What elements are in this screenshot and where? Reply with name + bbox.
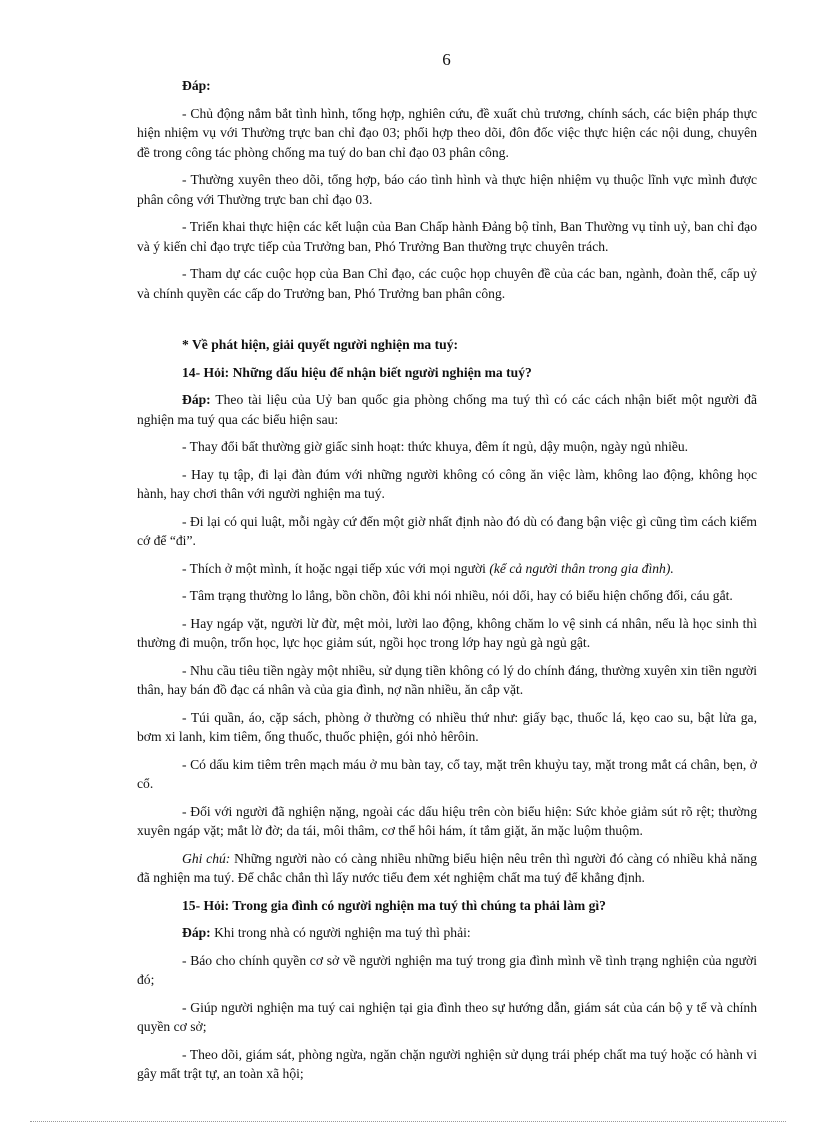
question-15: 15- Hỏi: Trong gia đình có người nghiện ma tuý thì chúng ta phải làm gì? (182, 897, 606, 913)
answer-13-item-1: - Chủ động nắm bắt tình hình, tổng hợp, nghiên cứu, đề xuất chủ trương, chính sách, các biện pháp thực hiện nhiệm vụ với Thường trực ban chỉ đạo 03; phối hợp theo dõi, đôn đốc việc thực hiện các nội dung, chuyên đề trong công tác phòng chống ma tuý do ban chỉ đạo 03 phân công. (137, 105, 757, 160)
page-bottom-divider (30, 1121, 786, 1122)
answer-14-item-6: - Hay ngáp vặt, người lừ đừ, mệt mỏi, lười lao động, không chăm lo vệ sinh cá nhân, nếu là học sinh thì thường đi muộn, trốn học, lực học giảm sút, ngồi học trong lớp hay ngủ gà ngủ gật. (137, 615, 757, 650)
answer-14-item-10: - Đối với người đã nghiện nặng, ngoài các dấu hiệu trên còn biểu hiện: Sức khỏe giảm sút rõ rệt; thường xuyên ngáp vặt; mắt lờ đờ; da tái, môi thâm, cơ thể hôi hám, ít tắm giặt, ăn mặc luộm thuộm. (137, 803, 757, 838)
answer-15-item-3: - Theo dõi, giám sát, phòng ngừa, ngăn chặn người nghiện sử dụng trái phép chất ma tuý hoặc có hành vi gây mất trật tự, an toàn xã hội; (137, 1046, 757, 1081)
answer-14-item-7: - Nhu cầu tiêu tiền ngày một nhiều, sử dụng tiền không có lý do chính đáng, thường xuyên xin tiền người thân, hay bán đồ đạc cá nhân và của gia đình, nợ nần nhiều, ăn cắp vặt. (137, 662, 757, 697)
answer-13-item-3: - Triển khai thực hiện các kết luận của Ban Chấp hành Đảng bộ tỉnh, Ban Thường vụ tỉnh uỷ, ban chỉ đạo và ý kiến chỉ đạo trực tiếp của Trưởng ban, Phó Trưởng Ban thường trực chuyên trách. (137, 219, 757, 254)
answer-14-item-3: - Đi lại có qui luật, mỗi ngày cứ đến một giờ nhất định nào đó dù có đang bận việc gì cũng tìm cách kiếm cớ để “đi”. (137, 513, 757, 548)
note-label: Ghi chú: (182, 850, 231, 866)
answer-14-item-4 (137, 559, 757, 579)
answer-15-item-1: - Báo cho chính quyền cơ sở về người nghiện ma tuý trong gia đình mình về tình trạng nghiện của người đó; (137, 952, 757, 987)
answer-14-label: Đáp: (182, 392, 211, 407)
answer-15-intro-text: Khi trong nhà có người nghiện ma tuý thì phải: (210, 925, 471, 940)
page-number: 6 (442, 50, 451, 69)
answer-14-item-1: - Thay đổi bất thường giờ giấc sinh hoạt: thức khuya, đêm ít ngủ, dậy muộn, ngày ngủ nhiều. (182, 439, 689, 454)
section-heading: * Về phát hiện, giải quyết người nghiện ma tuý: (182, 337, 459, 352)
answer-14-item-9: - Có dấu kim tiêm trên mạch máu ở mu bàn tay, cổ tay, mặt trên khuỷu tay, mặt trong mắt cá chân, bẹn, ở cổ. (137, 756, 757, 791)
answer-13-label: Đáp: (182, 78, 211, 93)
answer-13-item-4: - Tham dự các cuộc họp của Ban Chỉ đạo, các cuộc họp chuyên đề của các ban, ngành, đoàn thể, cấp uỷ và chính quyền các cấp do Trưởng ban, Phó Trưởng ban phân công. (137, 266, 757, 301)
answer-15-intro (137, 923, 757, 943)
answer-14-item-5: - Tâm trạng thường lo lắng, bồn chồn, đôi khi nói nhiều, nói dối, hay có biểu hiện chống đối, cáu gắt. (182, 588, 733, 603)
answer-13-item-2: - Thường xuyên theo dõi, tổng hợp, báo cáo tình hình và thực hiện nhiệm vụ thuộc lĩnh vực mình được phân công với Thường trực ban chỉ đạo 03. (137, 172, 757, 207)
answer-14-item-4-text: - Thích ở một mình, ít hoặc ngại tiếp xúc với mọi người (182, 560, 490, 576)
answer-14-item-2: - Hay tụ tập, đi lại đàn đúm với những người không có công ăn việc làm, không lao động, không học hành, hay chơi thân với người nghiện ma tuý. (137, 466, 757, 501)
answer-15-label: Đáp: (182, 925, 211, 940)
answer-14-item-4-italic: (kể cả người thân trong gia đình). (489, 560, 674, 576)
answer-14-intro-text: Theo tài liệu của Uỷ ban quốc gia phòng chống ma tuý thì có các cách nhận biết một người đã nghiện ma tuý qua các biểu hiện sau: (137, 392, 757, 427)
answer-14-note (137, 849, 757, 888)
document-body (137, 76, 757, 1092)
answer-14-intro (137, 390, 757, 429)
note-text: Những người nào có càng nhiều những biểu hiện nêu trên thì người đó càng có nhiều khả năng đã nghiện ma tuý. Để chắc chắn thì lấy nước tiểu đem xét nghiệm chất ma tuý để khẳng định. (137, 850, 757, 885)
answer-14-item-8: - Túi quần, áo, cặp sách, phòng ở thường có nhiều thứ như: giấy bạc, thuốc lá, kẹo cao su, bật lửa ga, bơm xi lanh, kim tiêm, ống thuốc, thuốc phiện, gói nhỏ hêrôin. (137, 709, 757, 744)
answer-15-item-2: - Giúp người nghiện ma tuý cai nghiện tại gia đình theo sự hướng dẫn, giám sát của cán bộ y tế và chính quyền cơ sở; (137, 999, 757, 1034)
question-14: 14- Hỏi: Những dấu hiệu để nhận biết người nghiện ma tuý? (182, 364, 532, 380)
